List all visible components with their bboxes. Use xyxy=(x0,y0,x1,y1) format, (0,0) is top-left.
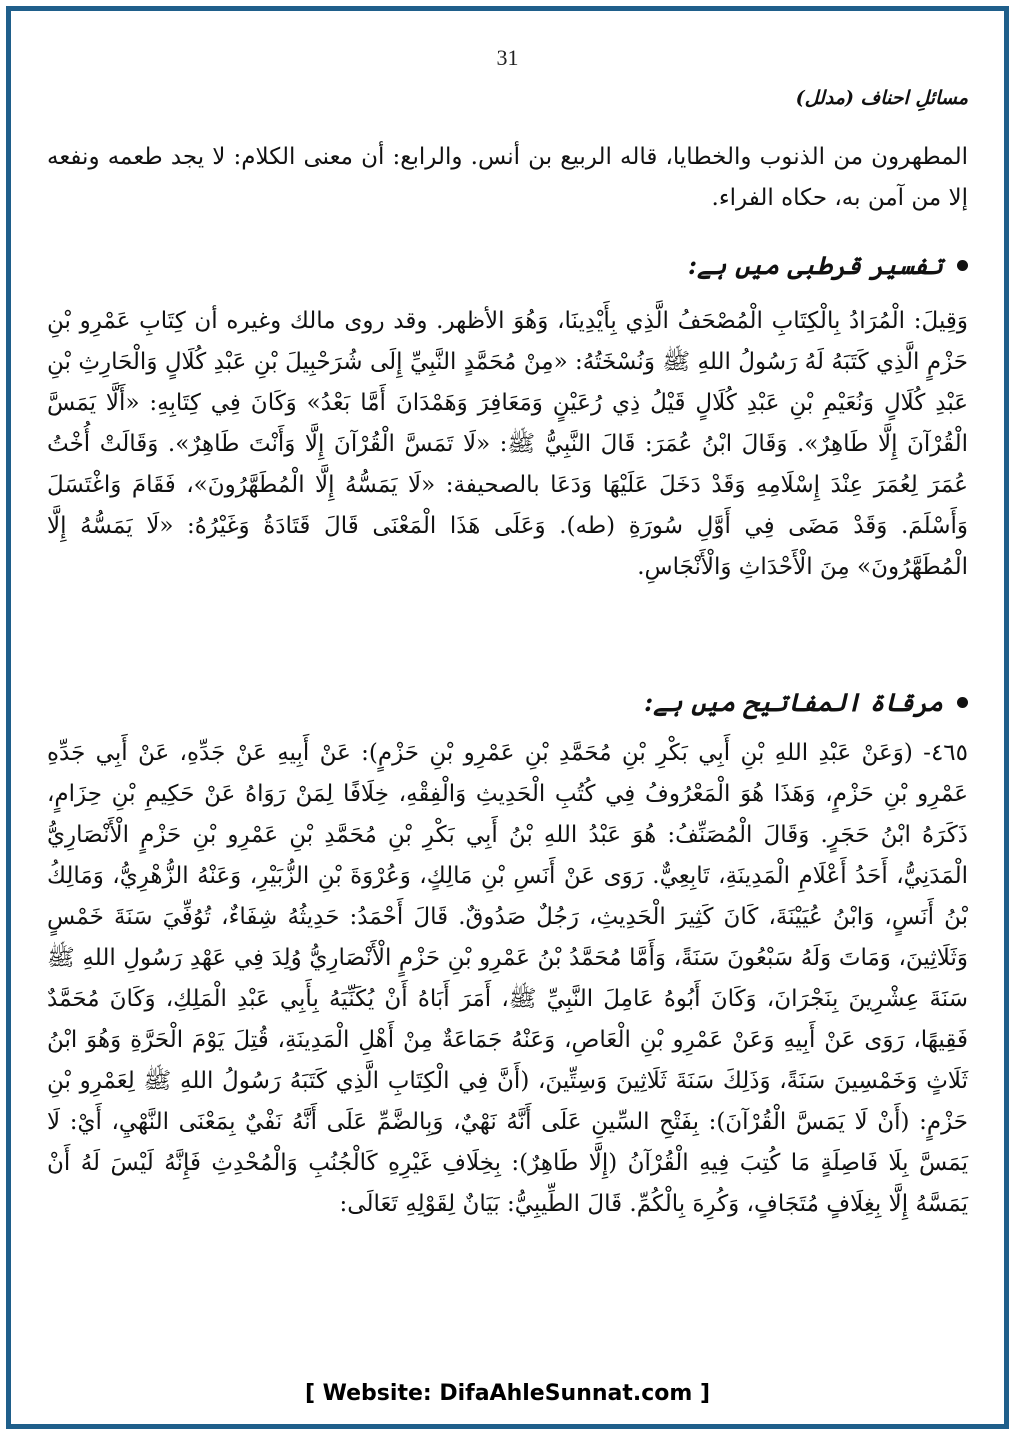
website-footer: [ Website: DifaAhleSunnat.com ] xyxy=(304,1381,711,1406)
page-frame xyxy=(6,6,1009,1429)
heading-qurtubi-text: تفسیر قرطبی میں ہے: xyxy=(687,251,943,280)
bullet-icon xyxy=(957,260,968,271)
paragraph-qurtubi: وَقِيلَ: الْمُرَادُ بِالْكِتَابِ الْمُصْحَفُ الَّذِي بِأَيْدِينَا، وَهُوَ الأظهر. وقد روى مالك وغيره أن كِتَابِ عَمْرِو بْنِ حَزْمٍ الَّذِي كَتَبَهُ لَهُ رَسُولُ اللهِ ﷺ وَنُسْخَتُهُ: «مِنْ مُحَمَّدٍ النَّبِيِّ إِلَى شُرَحْبِيلَ بْنِ عَبْدِ كُلَالٍ وَالْحَارِثِ بْنِ عَبْدِ كُلَالٍ وَنُعَيْمِ بْنِ عَبْدِ كُلَالٍ قَيْلُ ذِي رُعَيْنٍ وَمَعَافِرَ وَهَمْدَانَ أَمَّا بَعْدُ» وَكَانَ فِي كِتَابِهِ: «أَلَّا يَمَسَّ الْقُرْآنَ إِلَّا طَاهِرٌ». وَقَالَ ابْنُ عُمَرَ: قَالَ النَّبِيُّ ﷺ: «لَا تَمَسَّ الْقُرْآنَ إِلَّا وَأَنْتَ طَاهِرٌ». وَقَالَتْ أُخْتُ عُمَرَ لِعُمَرَ عِنْدَ إِسْلَامِهِ وَقَدْ دَخَلَ عَلَيْهَا وَدَعَا بالصحيفة: «لَا يَمَسُّهُ إِلَّا الْمُطَهَّرُونَ»، فَقَامَ وَاغْتَسَلَ وَأَسْلَمَ. وَقَدْ مَضَى فِي أَوَّلِ سُورَةِ (طه). وَعَلَى هَذَا الْمَعْنَى قَالَ قَتَادَةُ وَغَيْرُهُ: «لَا يَمَسُّهُ إِلَّا الْمُطَهَّرُونَ» مِنَ الْأَحْدَاثِ وَالْأَنْجَاسِ. xyxy=(47,308,968,580)
bullet-icon xyxy=(957,697,968,708)
heading-qurtubi xyxy=(688,251,968,280)
heading-mirqat-text: مرقاۃ المفاتیح میں ہے: xyxy=(643,688,943,717)
page-content xyxy=(47,11,968,1424)
running-head: مسائلِ احناف (مدلل) xyxy=(795,87,968,109)
page-number: 31 xyxy=(496,45,519,70)
paragraph-mirqat: ٤٦٥- (وَعَنْ عَبْدِ اللهِ بْنِ أَبِي بَكْرِ بْنِ مُحَمَّدِ بْنِ عَمْرِو بْنِ حَزْمٍ): عَنْ أَبِيهِ عَنْ جَدِّهِ، عَنْ أَبِي جَدِّهِ عَمْرِو بْنِ حَزْمٍ، وَهَذَا هُوَ الْمَعْرُوفُ فِي كُتُبِ الْحَدِيثِ وَالْفِقْهِ، خِلَافًا لِمَنْ رَوَاهُ عَنْ حَكِيمِ بْنِ حِزَامٍ، ذَكَرَهُ ابْنُ حَجَرٍ. وَقَالَ الْمُصَنِّفُ: هُوَ عَبْدُ اللهِ بْنُ أَبِي بَكْرِ بْنِ مُحَمَّدِ بْنِ عَمْرِو بْنِ حَزْمٍ الْأَنْصَارِيُّ الْمَدَنِيُّ، أَحَدُ أَعْلَامِ الْمَدِينَةِ، تَابِعِيٌّ. رَوَى عَنْ أَنَسِ بْنِ مَالِكٍ، وَعُرْوَةَ بْنِ الزُّبَيْرِ، وَعَنْهُ الزُّهْرِيُّ، وَمَالِكُ بْنُ أَنَسٍ، وَابْنُ عُيَيْنَةَ، كَانَ كَثِيرَ الْحَدِيثِ، رَجُلٌ صَدُوقٌ. قَالَ أَحْمَدُ: حَدِيثُهُ شِفَاءٌ، تُوُفِّيَ سَنَةَ خَمْسٍ وَثَلَاثِينَ، وَمَاتَ وَلَهُ سَبْعُونَ سَنَةً، وَأَمَّا مُحَمَّدُ بْنُ عَمْرِو بْنِ حَزْمٍ الْأَنْصَارِيُّ وُلِدَ فِي عَهْدِ رَسُولِ اللهِ ﷺ سَنَةَ عِشْرِينَ بِنَجْرَانَ، وَكَانَ أَبُوهُ عَامِلَ النَّبِيِّ ﷺ، أَمَرَ أَبَاهُ أَنْ يُكَنِّيَهُ بِأَبِي عَبْدِ الْمَلِكِ، وَكَانَ مُحَمَّدٌ فَقِيهًا، رَوَى عَنْ أَبِيهِ وَعَنْ عَمْرِو بْنِ الْعَاصِ، وَعَنْهُ جَمَاعَةٌ مِنْ أَهْلِ الْمَدِينَةِ، قُتِلَ يَوْمَ الْحَرَّةِ وَهُوَ ابْنُ ثَلَاثٍ وَخَمْسِينَ سَنَةً، وَذَلِكَ سَنَةَ ثَلَاثِينَ وَسِتِّينَ، (أَنَّ فِي الْكِتَابِ الَّذِي كَتَبَهُ رَسُولُ اللهِ ﷺ لِعَمْرِو بْنِ حَزْمٍ: (أَنْ لَا يَمَسَّ الْقُرْآنَ): بِفَتْحِ السِّينِ عَلَى أَنَّهُ نَهْيٌ، وَبِالضَّمِّ عَلَى أَنَّهُ نَفْيٌ بِمَعْنَى النَّهْيِ، أَيْ: لَا يَمَسَّ بِلَا فَاصِلَةٍ مَا كُتِبَ فِيهِ الْقُرْآنُ (إِلَّا طَاهِرٌ): بِخِلَافِ غَيْرِهِ كَالْجُنُبِ وَالْمُحْدِثِ فَإِنَّهُ لَيْسَ لَهُ أَنْ يَمَسَّهُ إِلَّا بِغِلَافٍ مُتَجَافٍ، وَكُرِهَ بِالْكُمِّ. قَالَ الطِّيبِيُّ: بَيَانٌ لِقَوْلِهِ تَعَالَى: xyxy=(47,740,968,1217)
paragraph-intro: المطهرون من الذنوب والخطايا، قاله الربيع بن أنس. والرابع: أن معنى الكلام: لا يجد طعمه ونفعه إلا من آمن به، حكاه الفراء. xyxy=(47,144,968,211)
heading-mirqat xyxy=(644,688,968,717)
